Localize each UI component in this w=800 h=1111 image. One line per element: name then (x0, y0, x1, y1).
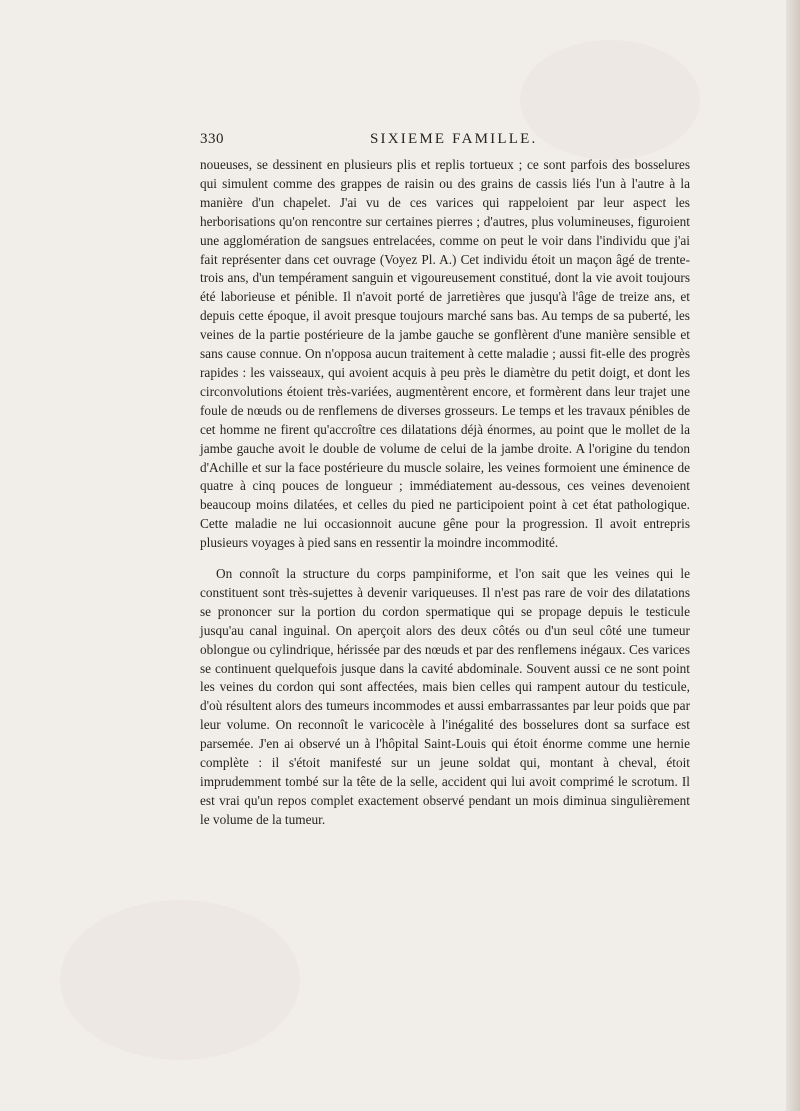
body-text (200, 156, 690, 830)
paragraph: noueuses, se dessinent en plusieurs plis et replis tortueux ; ce sont parfois des bosselures qui simulent comme des grappes de raisin ou des grains de cassis liés l'un à l'autre à la manière d'un chapelet. J'ai vu de ces varices qui rappeloient par leur aspect les herborisations qu'on rencontre sur certaines pierres ; d'autres, plus volumineuses, figuroient une agglomération de sangsues entrelacées, comme on peut le voir dans l'individu que j'ai fait représenter dans cet ouvrage (Voyez Pl. A.) Cet individu étoit un maçon âgé de trente-trois ans, d'un tempérament sanguin et vigoureusement constitué, dont la vie avoit toujours été laborieuse et pénible. Il n'avoit porté de jarretières que jusqu'à l'âge de treize ans, et depuis cette époque, il avoit presque toujours marché sans bas. Au temps de sa puberté, les veines de la partie postérieure de la jambe gauche se gonflèrent d'une manière sensible et sans cause connue. On n'opposa aucun traitement à cette maladie ; aussi fit-elle des progrès rapides : les vaisseaux, qui avoient acquis à peu près le diamètre du petit doigt, et dont les circonvolutions étoient très-variées, augmentèrent encore, et formèrent dans leur trajet une foule de nœuds ou de renflemens de diverses grosseurs. Le temps et les travaux pénibles de cet homme ne firent qu'accroître ces dilatations déjà énormes, au point que le mollet de la jambe gauche avoit le double de volume de celui de la jambe droite. A l'origine du tendon d'Achille et sur la face postérieure du muscle solaire, les veines formoient une éminence de quatre à cinq pouces de longueur ; immédiatement au-dessous, ces veines devenoient beaucoup moins dilatées, et celles du pied ne participoient point à cet état pathologique. Cette maladie ne lui occasionnoit aucune gêne pour la progression. Il avoit entrepris plusieurs voyages à pied sans en ressentir la moindre incommodité. (200, 157, 690, 551)
running-head: SIXIEME FAMILLE. (370, 131, 538, 147)
page-edge (786, 0, 800, 1111)
page-header (200, 131, 690, 153)
paragraph: On connoît la structure du corps pampiniforme, et l'on sait que les veines qui le constituent sont très-sujettes à devenir variqueuses. Il n'est pas rare de voir des dilatations se prononcer sur la portion du cordon spermatique qui se propage depuis le testicule jusqu'au canal inguinal. On aperçoit alors des deux côtés ou d'un seul côté une tumeur oblongue ou cylindrique, hérissée par des nœuds et par des renflemens inégaux. Ces varices se continuent quelquefois jusque dans la cavité abdominale. Souvent aussi ce ne sont point les veines du cordon qui sont affectées, mais bien celles qui rampent autour du testicule, d'où résultent alors des tumeurs incommodes et aussi embarrassantes par leur poids que par leur volume. On reconnoît le varicocèle à l'inégalité des bosselures dont sa surface est parsemée. J'en ai observé un à l'hôpital Saint-Louis qui étoit énorme comme une hernie complète : il s'étoit manifesté sur un jeune soldat qui, montant à cheval, étoit imprudemment tombé sur la tête de la selle, accident qui lui avoit comprimé le scrotum. Il est vrai qu'un repos complet exactement observé pendant un mois diminua singulièrement le volume de la tumeur. (200, 566, 690, 827)
page-number: 330 (200, 131, 224, 147)
paper-stain (60, 900, 300, 1060)
